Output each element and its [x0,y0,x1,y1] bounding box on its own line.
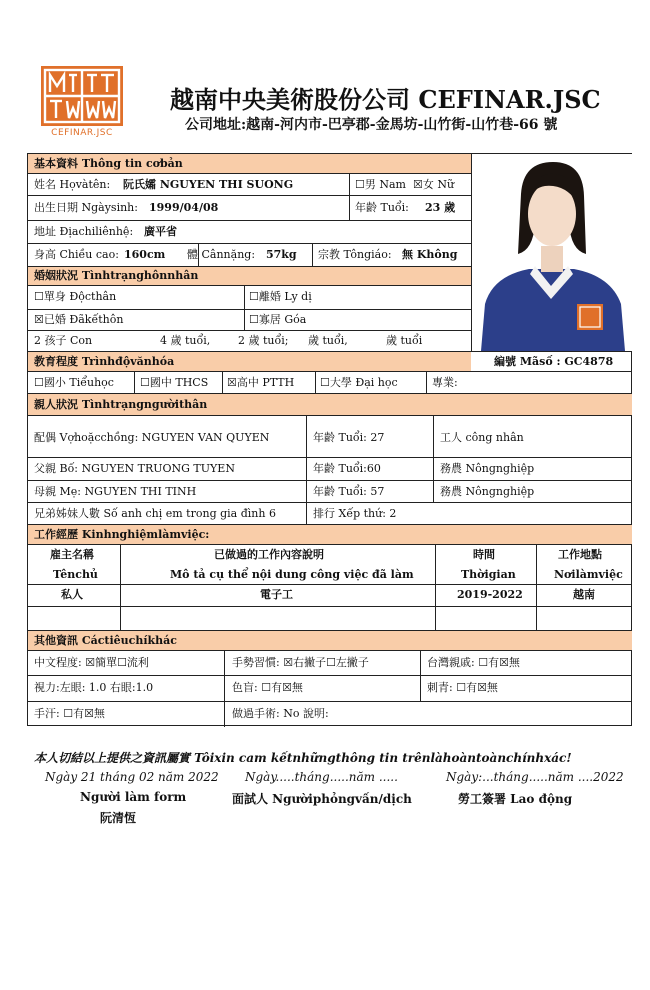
religion-label: 宗教 Tôngiáo: [318,248,392,261]
spouse-job: 工人 công nhân [440,431,524,444]
siblings-count: 兄弟姊妹人數 Số anh chị em trong gia đình 6 [34,507,276,520]
date-applicant: Ngày 21 tháng 02 năm 2022 [45,770,219,784]
col-desc-zh: 已做過的工作內容說明 [214,548,324,561]
chinese-level[interactable]: 中文程度: ☒簡單☐流利 [34,656,149,669]
surgery: 做過手術: No 說明: [232,707,329,720]
section-title-basic: 基本資料 Thông tin cơbản [34,157,183,170]
height-value: 160cm [124,248,166,261]
col-desc-vi: Mô tả cụ thể nội dung công việc đã làm [170,568,414,581]
logo-text: CEFINAR.JSC [51,128,113,138]
date-worker: Ngày:...tháng.....năm ....2022 [446,770,624,784]
address-label: 地址 Địachiliênhệ: [34,225,134,238]
sibling-rank: 排行 Xếp thứ: 2 [313,507,397,520]
birth-label: 出生日期 Ngàysinh: [34,201,138,214]
section-title-marital: 婚姻狀況 Tìnhtrạnghônnhân [34,269,199,282]
child-age-3: 歲 tuổi, [308,334,348,347]
height-label: 身高 Chiều cao: [34,248,119,261]
work-desc: 電子工 [260,588,293,601]
age-value: 23 歲 [425,201,456,214]
name-value: 阮氏孀 NGUYEN THI SUONG [123,178,294,191]
father-age: 年齡 Tuổi:60 [313,462,381,475]
company-title: 越南中央美術股份公司 CEFINAR.JSC [170,85,601,114]
marital-widowed-checkbox[interactable]: ☐寡居 Góa [249,313,307,326]
mother-age: 年齡 Tuổi: 57 [313,485,385,498]
weight-label: 體 Cânnặng: [187,248,256,261]
company-logo [38,62,126,150]
edu-high-checkbox[interactable]: ☒高中 PTTH [227,376,295,389]
name-label: 姓名 Họvàtên: [34,178,111,191]
tattoo[interactable]: 刺青: ☐有☒無 [427,681,498,694]
company-address: 公司地址:越南-河内市-巴亭郡-金馬坊-山竹街-山竹巷-66 號 [185,117,558,133]
declaration: 本人切結以上提供之資訊屬實 Tôixin cam kếtnhữngthông tin trênlàhoàntoànchínhxác! [34,751,572,765]
section-title-family: 親人狀況 Tìnhtrạngngườithân [34,398,208,411]
sweaty-hands[interactable]: 手汗: ☐有☒無 [34,707,105,720]
handedness[interactable]: 手勢習慣: ☒右撇子☐左撇子 [232,656,369,669]
mttw-logo-icon [41,66,123,126]
section-title-education: 教育程度 Trìnhđộvănhóa [34,355,175,368]
taiwan-relatives[interactable]: 台灣親戚: ☐有☒無 [427,656,520,669]
marital-divorced-checkbox[interactable]: ☐離婚 Ly dị [249,290,312,303]
signature-label-worker: 勞工簽署 Lao động [458,792,573,806]
vision: 視力:左眼: 1.0 右眼:1.0 [34,681,154,694]
col-place-zh: 工作地點 [558,548,602,561]
spouse-name: 配偶 Vợhoặcchồng: NGUYEN VAN QUYEN [34,431,270,444]
col-time-zh: 時間 [473,548,495,561]
work-time: 2019-2022 [457,588,523,601]
marital-single-checkbox[interactable]: ☐單身 Độcthân [34,290,117,303]
work-employer: 私人 [61,588,83,601]
date-interviewer: Ngày.....tháng.....năm ..... [245,770,398,784]
major-label: 專業: [432,376,458,389]
col-employer-zh: 雇主名稱 [50,548,94,561]
col-place-vi: Nơilàmviệc [554,568,623,581]
address-value: 廣平省 [144,225,177,238]
child-age-1: 4 歲 tuổi, [160,334,211,347]
signature-name-applicant: 阮清恆 [100,811,137,825]
applicant-code: 編號 Mãsố : GC4878 [494,355,614,368]
colorblind[interactable]: 色盲: ☐有☒無 [232,681,303,694]
edu-middle-checkbox[interactable]: ☐國中 THCS [140,376,209,389]
mother-name: 母親 Mẹ: NGUYEN THI TINH [34,485,197,498]
age-label: 年齡 Tuổi: [355,201,409,214]
father-job: 務農 Nôngnghiệp [440,462,535,475]
signature-label-interviewer: 面試人 Ngườiphỏngvấn/dịch [232,792,412,806]
religion-value: 無 Không [402,248,458,261]
section-title-other: 其他資訊 Cáctiêuchíkhác [34,634,177,647]
spouse-age: 年齡 Tuổi: 27 [313,431,385,444]
signature-label-applicant: Người làm form [80,790,187,804]
child-age-4: 歲 tuổi [386,334,423,347]
application-form [27,153,632,726]
work-place: 越南 [573,588,595,601]
edu-university-checkbox[interactable]: ☐大學 Đại học [320,376,398,389]
children-count: 2 孩子 Con [34,334,93,347]
section-title-work: 工作經歷 Kinhnghiệmlàmviệc: [34,528,210,541]
birth-value: 1999/04/08 [149,201,219,214]
col-time-vi: Thờigian [461,568,516,581]
gender-female-checkbox[interactable]: ☒女 Nữ [413,178,455,191]
edu-primary-checkbox[interactable]: ☐國小 Tiểuhọc [34,376,114,389]
gender-male-checkbox[interactable]: ☐男 Nam [355,178,406,191]
col-employer-vi: Tênchủ [53,568,98,581]
marital-married-checkbox[interactable]: ☒已婚 Đãkếthôn [34,313,124,326]
mother-job: 務農 Nôngnghiệp [440,485,535,498]
applicant-photo [471,154,632,351]
father-name: 父親 Bố: NGUYEN TRUONG TUYEN [34,462,235,475]
person-photo-icon [471,154,632,351]
child-age-2: 2 歲 tuổi; [238,334,289,347]
weight-value: 57kg [266,248,297,261]
